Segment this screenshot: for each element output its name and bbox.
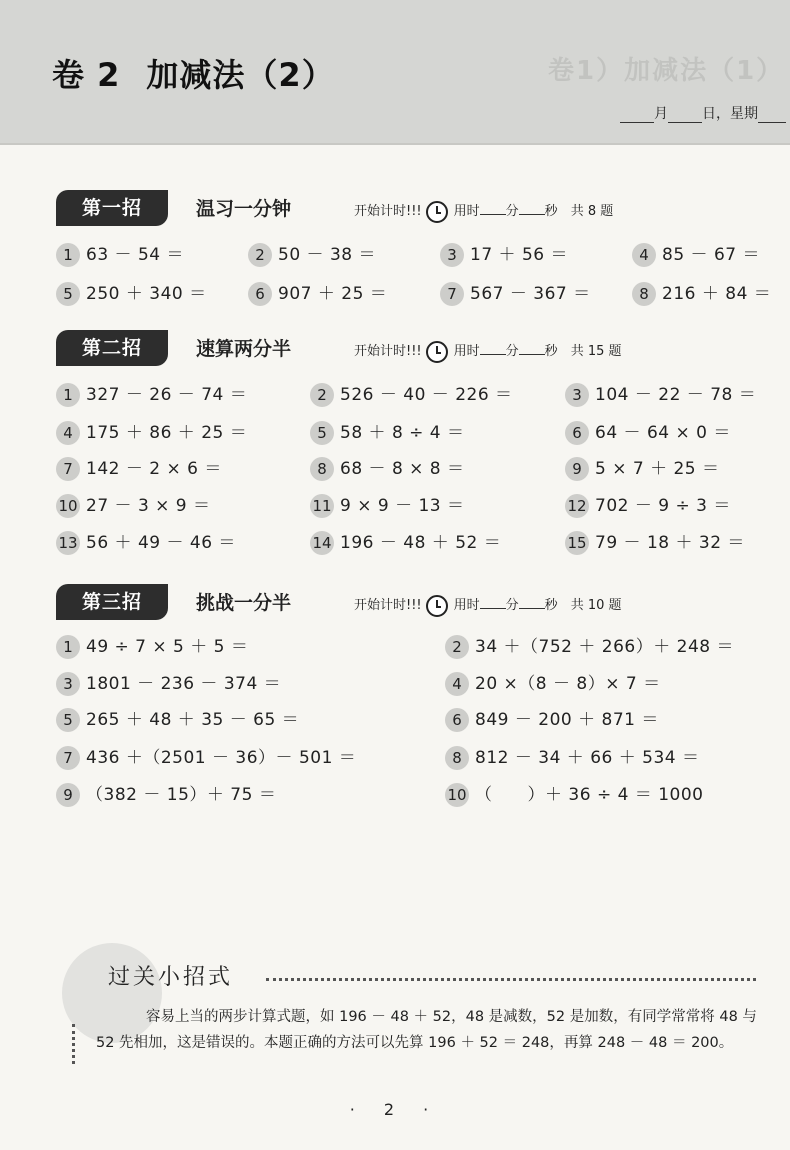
problem-expression[interactable]: 142 － 2 × 6 ＝ [86, 459, 222, 479]
problem-item [310, 382, 513, 408]
problem-number-badge: 11 [310, 494, 334, 518]
problem-item [310, 456, 465, 482]
problem-number-badge: 13 [56, 531, 80, 555]
problem-item [56, 745, 356, 771]
problem-number-badge: 3 [56, 672, 80, 696]
section-title: 速算两分半 [196, 338, 292, 360]
problem-item [310, 530, 501, 556]
problem-item [565, 382, 756, 408]
problem-expression[interactable]: 196 － 48 ＋ 52 ＝ [340, 533, 502, 553]
problem-expression[interactable]: 49 ÷ 7 × 5 ＋ 5 ＝ [86, 637, 249, 657]
page-title [52, 50, 335, 96]
problem-expression[interactable]: 34 ＋（752 ＋ 266）＋ 248 ＝ [475, 637, 734, 657]
problem-expression[interactable]: 702 － 9 ÷ 3 ＝ [595, 496, 731, 516]
tips-line-2: 52 先相加，这是错误的。本题正确的方法可以先算 196 ＋ 52 ＝ 248，再算 248 － 48 ＝ 200。 [96, 1035, 734, 1051]
problem-number-badge: 8 [310, 457, 334, 481]
problem-item [445, 745, 700, 771]
page-number: · 2 · [349, 1100, 441, 1119]
problem-number-badge: 10 [445, 783, 469, 807]
problem-item [56, 707, 299, 733]
problem-expression[interactable]: 436 ＋（2501 － 36）－ 501 ＝ [86, 748, 357, 768]
problem-number-badge: 1 [56, 383, 80, 407]
date-line [620, 103, 786, 123]
section-title: 温习一分钟 [196, 198, 292, 220]
problem-expression[interactable]: 1801 － 236 － 374 ＝ [86, 674, 282, 694]
problem-expression[interactable]: 64 － 64 × 0 ＝ [595, 423, 731, 443]
problem-number-badge: 7 [56, 746, 80, 770]
month-label: 月 [654, 106, 668, 122]
problem-expression[interactable]: 9 × 9 － 13 ＝ [340, 496, 465, 516]
problem-item [56, 382, 247, 408]
problem-item [56, 456, 222, 482]
timer: 开始计时!!! 用时 分 秒 共 15 题 [354, 340, 622, 363]
problem-expression[interactable]: 56 ＋ 49 － 46 ＝ [86, 533, 236, 553]
problem-number-badge: 8 [632, 282, 656, 306]
problem-number-badge: 1 [56, 243, 80, 267]
problem-expression[interactable]: 526 － 40 － 226 ＝ [340, 385, 513, 405]
problem-expression[interactable]: 63 － 54 ＝ [86, 245, 184, 265]
ghost-previous-title: 卷1）加减法（1） [548, 56, 785, 86]
problem-expression[interactable]: 104 － 22 － 78 ＝ [595, 385, 757, 405]
problem-item [565, 493, 731, 519]
problem-number-badge: 3 [565, 383, 589, 407]
section-3-header [56, 584, 756, 624]
problem-number-badge: 2 [248, 243, 272, 267]
section-tab: 第一招 [56, 190, 168, 226]
tips-box [56, 938, 768, 1063]
problem-number-badge: 5 [310, 421, 334, 445]
problem-expression[interactable]: 79 － 18 ＋ 32 ＝ [595, 533, 745, 553]
problem-number-badge: 6 [565, 421, 589, 445]
problem-item [632, 242, 760, 268]
problem-expression[interactable]: （ ）＋ 36 ÷ 4 ＝ 1000 [475, 785, 704, 805]
problem-expression[interactable]: 5 × 7 ＋ 25 ＝ [595, 459, 720, 479]
problem-number-badge: 5 [56, 282, 80, 306]
problem-number-badge: 10 [56, 494, 80, 518]
seconds-blank[interactable] [519, 202, 545, 215]
timer: 开始计时!!! 用时 分 秒 共 10 题 [354, 594, 622, 617]
problem-item [445, 707, 659, 733]
problem-item [445, 671, 661, 697]
problem-number-badge: 6 [248, 282, 272, 306]
problem-item [56, 671, 281, 697]
problem-expression[interactable]: 175 ＋ 86 ＋ 25 ＝ [86, 423, 248, 443]
problem-expression[interactable]: 265 ＋ 48 ＋ 35 － 65 ＝ [86, 710, 300, 730]
title-text: 加减法（2） [146, 56, 335, 94]
month-blank[interactable] [620, 108, 654, 123]
day-blank[interactable] [668, 108, 702, 123]
tips-line-1: 容易上当的两步计算式题，如 196 － 48 ＋ 52，48 是减数，52 是加数，有同学常常将 48 与 [146, 1009, 757, 1025]
problem-number-badge: 5 [56, 708, 80, 732]
problem-number-badge: 9 [565, 457, 589, 481]
problem-item [310, 493, 465, 519]
problem-expression[interactable]: （382 － 15）＋ 75 ＝ [86, 785, 277, 805]
dotted-divider [266, 978, 756, 981]
problem-item [56, 782, 276, 808]
problem-expression[interactable]: 567 － 367 ＝ [470, 284, 591, 304]
page-header [0, 0, 790, 145]
section-title: 挑战一分半 [196, 592, 292, 614]
problem-expression[interactable]: 68 － 8 × 8 ＝ [340, 459, 465, 479]
problem-number-badge: 7 [440, 282, 464, 306]
alarm-clock-icon [426, 201, 448, 223]
problem-number-badge: 7 [56, 457, 80, 481]
alarm-clock-icon [426, 595, 448, 617]
minutes-blank[interactable] [480, 202, 506, 215]
problem-expression[interactable]: 50 － 38 ＝ [278, 245, 376, 265]
problem-expression[interactable]: 812 － 34 ＋ 66 ＋ 534 ＝ [475, 748, 700, 768]
problem-number-badge: 9 [56, 783, 80, 807]
problem-item [310, 420, 465, 446]
problem-number-badge: 3 [440, 243, 464, 267]
problem-number-badge: 14 [310, 531, 334, 555]
problem-expression[interactable]: 907 ＋ 25 ＝ [278, 284, 388, 304]
problem-number-badge: 4 [56, 421, 80, 445]
seconds-blank[interactable] [519, 596, 545, 609]
problem-item [56, 242, 184, 268]
minutes-blank[interactable] [480, 596, 506, 609]
alarm-clock-icon [426, 341, 448, 363]
problem-item [248, 242, 376, 268]
problem-expression[interactable]: 85 － 67 ＝ [662, 245, 760, 265]
problem-item [440, 281, 591, 307]
problem-item [565, 530, 745, 556]
section-tab: 第三招 [56, 584, 168, 620]
problem-number-badge: 4 [632, 243, 656, 267]
volume-number: 卷 2 [52, 56, 121, 94]
problem-expression[interactable]: 27 － 3 × 9 ＝ [86, 496, 211, 516]
problem-number-badge: 12 [565, 494, 589, 518]
problem-item [565, 420, 731, 446]
problem-number-badge: 8 [445, 746, 469, 770]
problem-item [445, 634, 734, 660]
minutes-blank[interactable] [480, 342, 506, 355]
tips-text [96, 1004, 766, 1056]
problem-count: 共 15 题 [570, 344, 622, 359]
problem-expression[interactable]: 327 － 26 － 74 ＝ [86, 385, 248, 405]
problem-item [56, 634, 248, 660]
problem-item [632, 281, 771, 307]
problem-number-badge: 1 [56, 635, 80, 659]
problem-item [56, 281, 207, 307]
problem-expression[interactable]: 849 － 200 ＋ 871 ＝ [475, 710, 659, 730]
problem-expression[interactable]: 20 ×（8 － 8）× 7 ＝ [475, 674, 661, 694]
weekday-blank[interactable] [758, 108, 786, 123]
problem-expression[interactable]: 216 ＋ 84 ＝ [662, 284, 772, 304]
problem-item [248, 281, 387, 307]
problem-item [56, 530, 236, 556]
problem-item [445, 782, 703, 808]
problem-expression[interactable]: 250 ＋ 340 ＝ [86, 284, 207, 304]
problem-number-badge: 4 [445, 672, 469, 696]
dotted-vertical-decoration [72, 1024, 75, 1064]
tips-title: 过关小招式 [108, 965, 234, 990]
section-2-header [56, 330, 756, 370]
problem-item [440, 242, 568, 268]
problem-count: 共 10 题 [570, 598, 622, 613]
problem-item [56, 420, 247, 446]
problem-count: 共 8 题 [570, 204, 614, 219]
problem-number-badge: 15 [565, 531, 589, 555]
problem-item [565, 456, 720, 482]
section-tab: 第二招 [56, 330, 168, 366]
section-1-header [56, 190, 756, 230]
seconds-blank[interactable] [519, 342, 545, 355]
weekday-label: 日，星期 [702, 106, 758, 122]
problem-expression[interactable]: 17 ＋ 56 ＝ [470, 245, 568, 265]
problem-number-badge: 6 [445, 708, 469, 732]
timer: 开始计时!!! 用时 分 秒 共 8 题 [354, 200, 613, 223]
problem-expression[interactable]: 58 ＋ 8 ÷ 4 ＝ [340, 423, 465, 443]
problem-number-badge: 2 [445, 635, 469, 659]
problem-number-badge: 2 [310, 383, 334, 407]
problem-item [56, 493, 211, 519]
